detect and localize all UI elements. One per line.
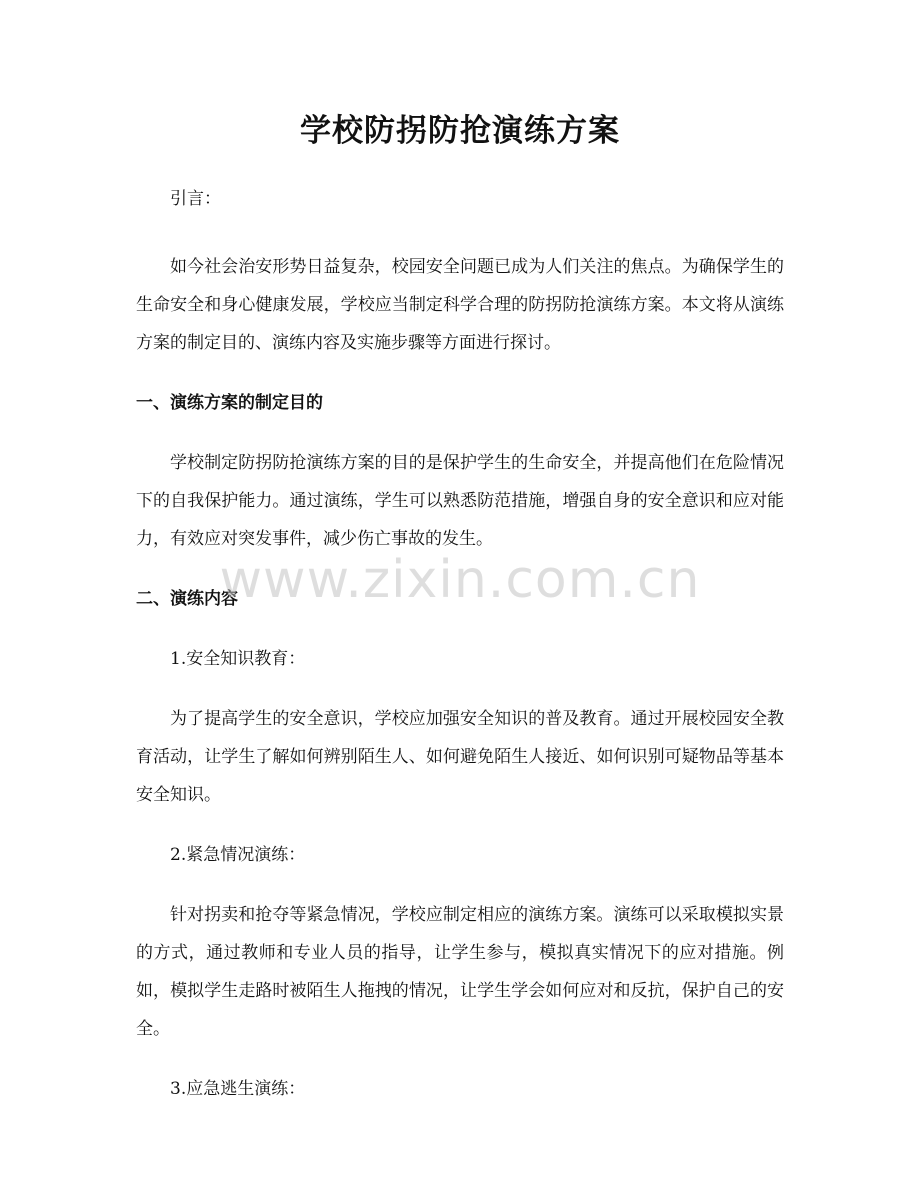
section1-heading: 一、演练方案的制定目的 [136,393,323,413]
item2-paragraph: 针对拐卖和抢夺等紧急情况，学校应制定相应的演练方案。演练可以采取模拟实景的方式，通过教师和专业人员的指导，让学生参与，模拟真实情况下的应对措施。例如，模拟学生走路时被陌生人拖拽的情况，让学生学会如何应对和反抗，保护自己的安全。 [136,905,784,1039]
item2-label: 2.紧急情况演练： [170,845,306,865]
item1-label: 1.安全知识教育： [170,649,306,669]
section1-paragraph: 学校制定防拐防抢演练方案的目的是保护学生的生命安全，并提高他们在危险情况下的自我保护能力。通过演练，学生可以熟悉防范措施，增强自身的安全意识和应对能力，有效应对突发事件，减少伤亡事故的发生。 [136,453,784,549]
document-title: 学校防拐防抢演练方案 [300,113,620,149]
document-body [136,180,784,1108]
item3-label: 3.应急逃生演练： [170,1079,306,1099]
watermark: www.zixin.com.cn [219,550,701,610]
item1-paragraph: 为了提高学生的安全意识，学校应加强安全知识的普及教育。通过开展校园安全教育活动，让学生了解如何辨别陌生人、如何避免陌生人接近、如何识别可疑物品等基本安全知识。 [136,709,784,805]
section2-heading: 二、演练内容 [136,589,238,609]
intro-paragraph: 如今社会治安形势日益复杂，校园安全问题已成为人们关注的焦点。为确保学生的生命安全和身心健康发展，学校应当制定科学合理的防拐防抢演练方案。本文将从演练方案的制定目的、演练内容及实施步骤等方面进行探讨。 [136,257,784,353]
intro-label: 引言： [170,189,221,209]
